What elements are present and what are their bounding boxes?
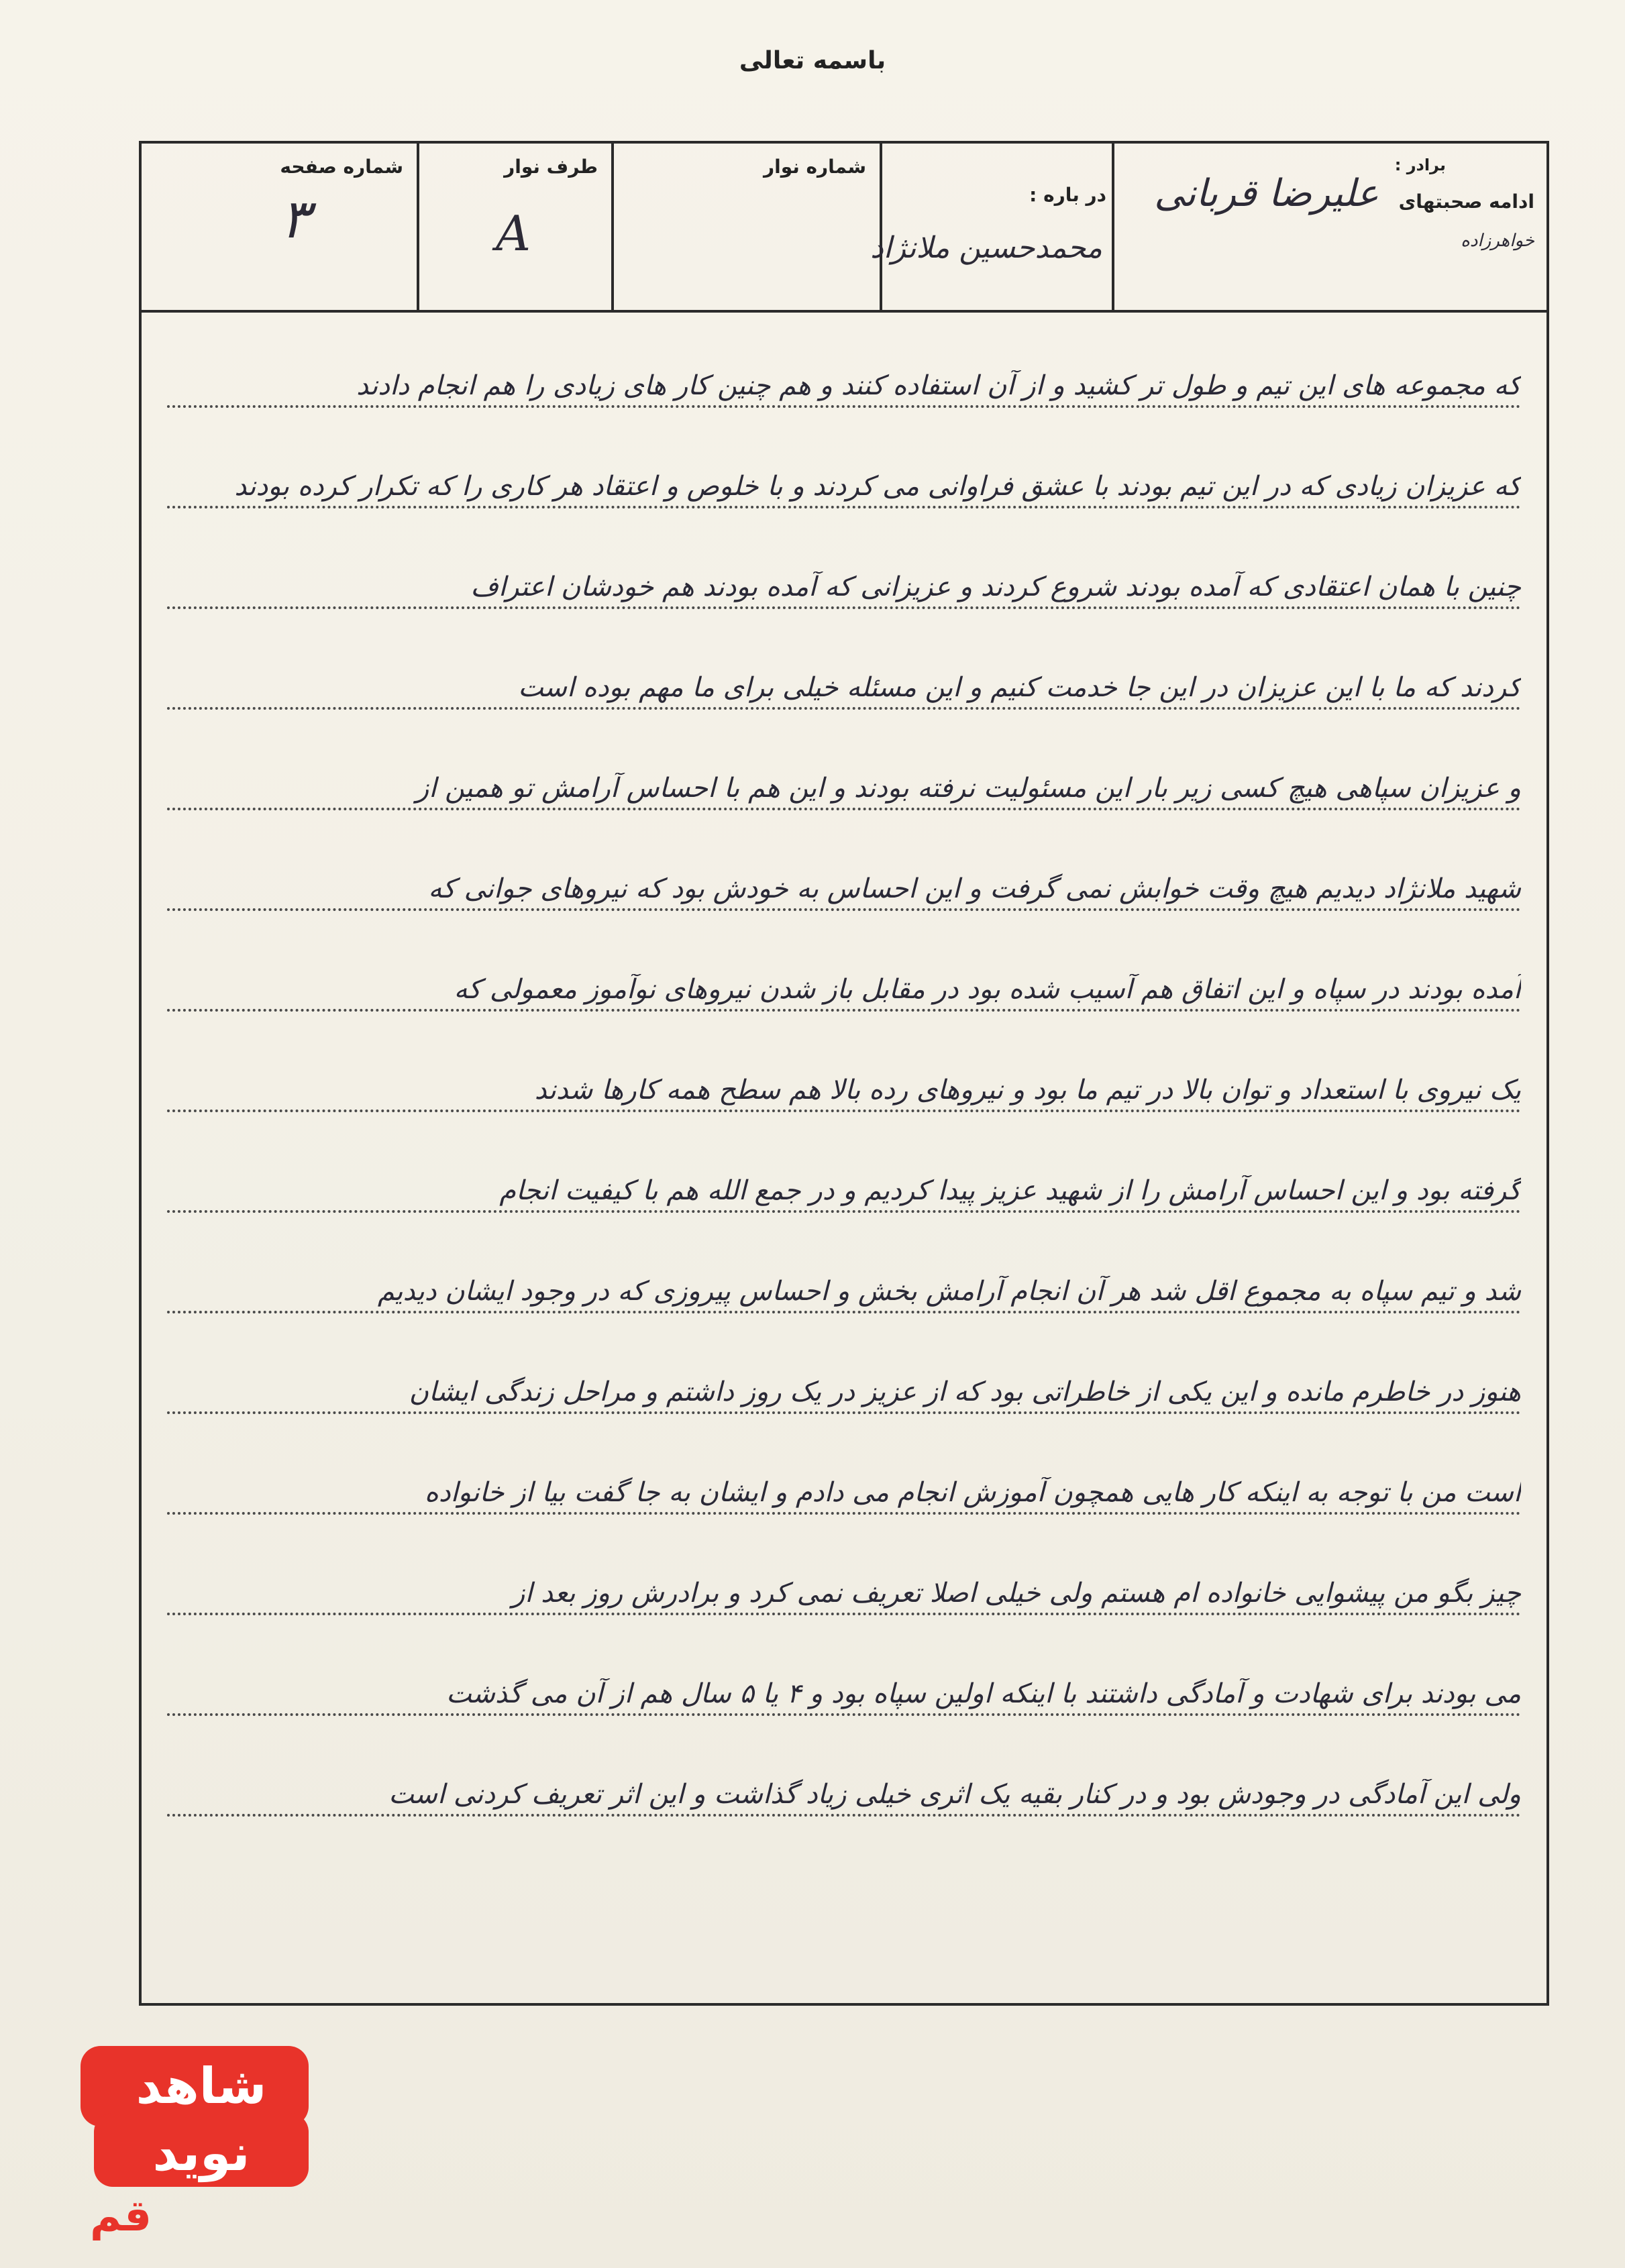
transcript-text: و عزیزان سپاهی هیچ کسی زیر بار این مسئولیت نرفته بودند و این هم با احساس آرامش تو همین از bbox=[415, 773, 1521, 804]
tape-side-cell bbox=[417, 144, 611, 310]
tape-number-label: شماره نوار bbox=[763, 156, 866, 178]
transcript-line bbox=[167, 1735, 1521, 1823]
transcript-line bbox=[167, 427, 1521, 515]
transcript-line bbox=[167, 527, 1521, 616]
page-number-label: شماره صفحه bbox=[280, 156, 403, 178]
transcript-line bbox=[167, 326, 1521, 415]
transcript-line bbox=[167, 829, 1521, 918]
logo-word-1: شاهد bbox=[136, 2057, 267, 2115]
transcript-text: شد و تیم سپاه به مجموع اقل شد هر آن انجام آرامش بخش و احساس پیروزی که در وجود ایشان دیدیم bbox=[377, 1276, 1521, 1307]
section-label: ادامه صحبتهای bbox=[1398, 191, 1534, 213]
transcript-body bbox=[142, 313, 1547, 2003]
transcript-text: یک نیروی با استعداد و توان بالا در تیم ما بود و نیروهای رده بالا هم سطح همه کارها شدند bbox=[534, 1075, 1521, 1105]
transcript-line bbox=[167, 1533, 1521, 1622]
transcript-line bbox=[167, 1232, 1521, 1320]
transcript-form bbox=[139, 141, 1549, 2006]
logo-city: قم bbox=[89, 2192, 152, 2240]
page-title: باسمه تعالی bbox=[739, 47, 886, 74]
form-header bbox=[142, 144, 1547, 313]
transcript-line bbox=[167, 1131, 1521, 1220]
transcript-line bbox=[167, 930, 1521, 1018]
page-number-cell bbox=[142, 144, 417, 310]
logo-word-2: نوید bbox=[152, 2124, 250, 2182]
narrator-cell bbox=[1112, 144, 1547, 310]
page-number-value: ۳ bbox=[280, 188, 309, 250]
transcript-line bbox=[167, 1433, 1521, 1521]
about-cell bbox=[870, 144, 1112, 310]
transcript-text: چنین با همان اعتقادی که آمده بودند شروع کردند و عزیزانی که آمده بودند هم خودشان اعتراف bbox=[470, 572, 1521, 602]
transcript-line bbox=[167, 1030, 1521, 1119]
watermark-logo bbox=[74, 2039, 315, 2240]
transcript-text: گرفته بود و این احساس آرامش را از شهید عزیز پیدا کردیم و در جمع الله هم با کیفیت انجام bbox=[499, 1175, 1521, 1206]
transcript-line bbox=[167, 728, 1521, 817]
transcript-text: می بودند برای شهادت و آمادگی داشتند با اینکه اولین سپاه بود و ۴ یا ۵ سال هم از آن می گذشت bbox=[446, 1678, 1521, 1709]
brother-label: برادر : bbox=[1394, 156, 1446, 174]
transcript-line bbox=[167, 1634, 1521, 1723]
transcript-text: که عزیزان زیادی که در این تیم بودند با عشق فراوانی می کردند و با خلوص و اعتقاد هر کاری را که تکرار کرده بودند bbox=[234, 471, 1521, 502]
about-label: در باره : bbox=[1029, 184, 1106, 206]
transcript-text: آمده بودند در سپاه و این اتفاق هم آسیب شده بود در مقابل باز شدن نیروهای نوآموز معمولی که bbox=[454, 974, 1521, 1005]
transcript-text: کردند که ما با این عزیزان در این جا خدمت کنیم و این مسئله خیلی برای ما مهم بوده است bbox=[518, 672, 1521, 703]
transcript-text: که مجموعه های این تیم و طول تر کشید و از آن استفاده کنند و هم چنین کار های زیادی را هم انجام دادند bbox=[356, 370, 1521, 401]
narrator-role: خواهرزاده bbox=[1461, 231, 1534, 251]
tape-number-cell bbox=[611, 144, 880, 310]
transcript-line bbox=[167, 628, 1521, 716]
transcript-line bbox=[167, 1332, 1521, 1421]
tape-side-value: A bbox=[496, 205, 531, 262]
transcript-text: هنوز در خاطرم مانده و این یکی از خاطراتی بود که از عزیز در یک روز داشتم و مراحل زندگی ایشان bbox=[409, 1376, 1521, 1407]
transcript-text: است من با توجه به اینکه کار هایی همچون آموزش انجام می دادم و ایشان به جا گفت بیا از خانواده bbox=[424, 1477, 1521, 1508]
narrator-name: علیرضا قربانی bbox=[1154, 172, 1379, 215]
transcript-text: ولی این آمادگی در وجودش بود و در کنار بقیه یک اثری خیلی زیاد گذاشت و این اثر تعریف کردنی است bbox=[388, 1779, 1521, 1810]
transcript-text: چیز بگو من پیشوایی خانواده ام هستم ولی خیلی اصلا تعریف نمی کرد و برادرش روز بعد از bbox=[512, 1578, 1521, 1609]
transcript-text: شهید ملانژاد دیدیم هیچ وقت خوابش نمی گرفت و این احساس به خودش بود که نیروهای جوانی که bbox=[428, 873, 1521, 904]
tape-side-label: طرف نوار bbox=[504, 156, 598, 178]
about-value: محمدحسین ملانژاد bbox=[870, 231, 1102, 265]
